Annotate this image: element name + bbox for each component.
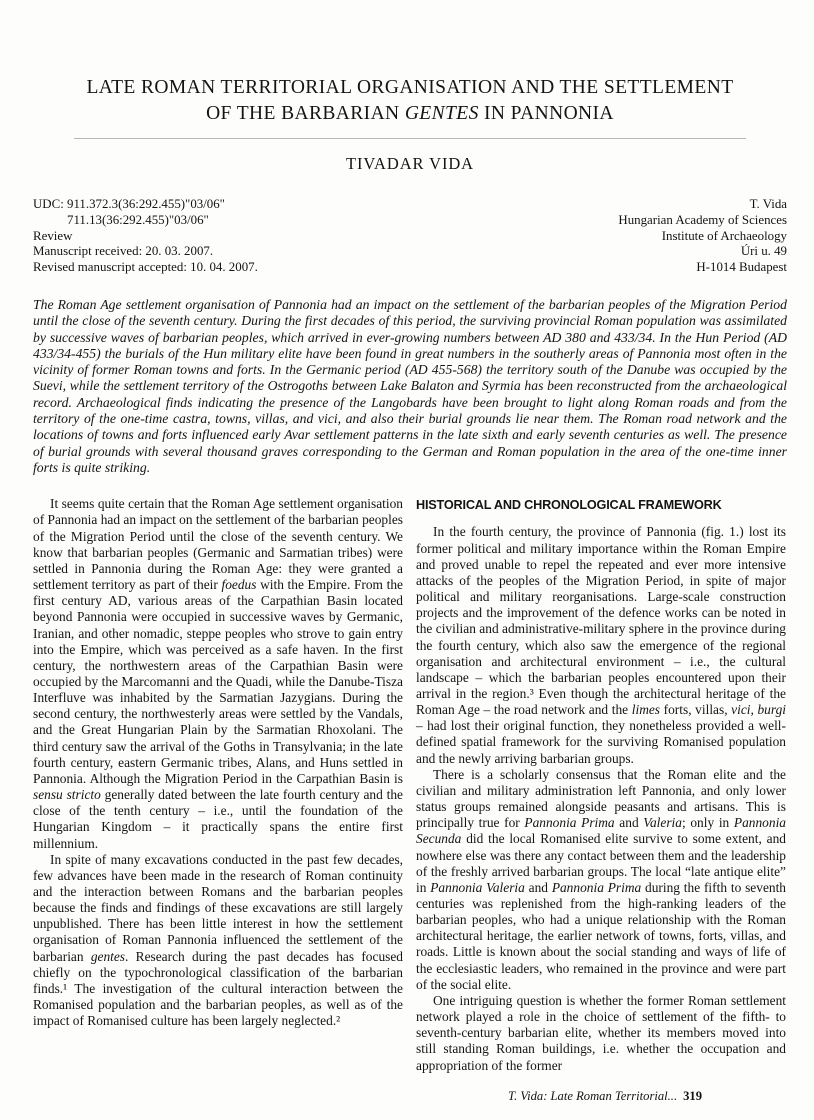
affiliation-author: T. Vida [749,197,787,211]
udc-block [33,197,258,276]
metadata-block [33,197,787,276]
right-paragraph-1: In the fourth century, the province of Pannonia (fig. 1.) lost its former political and military importance within the Roman Empire and proved unable to repel the repeated and ever more intensive attacks of the peoples of the Migration Period, in spite of major political and military reorganisations. Large-scale construction projects and the improvement of the defence works can be noted in the civilian and administrative-military sphere in the province during the fourth century, which also saw the emergence of the regional organisation and architectural environment – i.e., the cultural landscape – which the barbarian peoples encountered upon their arrival in the region.³ Even though the architectural heritage of the Roman Age – the road network and the limes forts, villas, vici, burgi – had lost their original function, they nonetheless provided a well-defined spatial framework for the surviving Romanised population and the newly arriving barbarian groups. [416,524,787,766]
right-column [416,496,786,1073]
right-paragraph-3: One intriguing question is whether the former Roman settlement network played a role in the choice of settlement of the fifth- to seventh-century barbarian elite, whether its members moved into still standing Roman buildings, i.e. whether the occupation and appropriation of the former [416,992,786,1073]
running-title: T. Vida: Late Roman Territorial... [508,1089,678,1103]
manuscript-accepted: Revised manuscript accepted: 10. 04. 2007. [33,260,258,275]
right-paragraph-2: There is a scholarly consensus that the Roman elite and the civilian and military administration left Pannonia, and only lower status groups remained alongside peasants and artisans. This is principally true for Pannonia Prima and Valeria; only in Pannonia Secunda did the local Romanised elite survive to some extent, and nowhere else was there any contact between them and the leadership of the freshly arrived barbarian groups. The local “late antique elite” in Pannonia Valeria and Pannonia Prima during the fifth to seventh centuries was replenished from the high-ranking leaders of the barbarian peoples, who had a unique relationship with the Roman architectural heritage, the earlier network of towns, forts, villas, and roads. Little is known about the social standing and ways of life of the ecclesiastic leaders, who remained in the province and were part of the social elite. [416,766,786,992]
page-number: 319 [683,1089,702,1103]
body-columns [33,496,787,1073]
udc-line-1: UDC: 911.372.3(36:292.455)"03/06" [33,197,225,211]
section-heading: HISTORICAL AND CHRONOLOGICAL FRAMEWORK [416,498,722,513]
author-name: TIVADAR VIDA [346,154,474,173]
affiliation-street: Úri u. 49 [740,244,787,259]
article-title-line2: OF THE BARBARIAN GENTES IN PANNONIA [206,103,614,124]
affiliation-institute: Institute of Archaeology [661,228,787,243]
running-footer [508,1089,702,1104]
left-paragraph-2: In spite of many excavations conducted in the past few decades, few advances have been made in the research of Roman continuity and the interaction between Romans and the barbarian peoples because the finds and findings of these excavations are still largely unpublished. There has been little interest in how the settlement organisation of Roman Pannonia influenced the settlement of the barbarian gentes. Research during the past decades has focused chiefly on the typochronological classification of the barbarian finds.¹ The investigation of the cultural interaction between the Romanised population and the barbarian peoples, as well as of the impact of Romanised culture has been largely neglected.² [33,851,403,1029]
affiliation-block [618,197,787,276]
article-title [43,75,777,127]
left-paragraph-1: It seems quite certain that the Roman Age settlement organisation of Pannonia had an impact on the settlement of the barbarian peoples of the Migration Period until the close of the seventh century. We know that barbarian peoples (Germanic and Sarmatian tribes) were settled in Pannonia during the Roman Age: they were granted a settlement territory as part of their foedus with the Empire. From the first century AD, various areas of the Carpathian Basin located beyond Pannonia were occupied in successive waves by Germanic, Iranian, and other nomadic, steppe peoples who strove to gain entry into the Empire, which was perceived as a safe haven. In the first century, the northwestern areas of the Carpathian Basin were occupied by the Marcomanni and the Quadi, while the Danube-Tisza Interfluve was inhabited by the Sarmatian Jazygians. During the second century, the northwesterly areas were settled by the Vandals, and the Great Hungarian Plain by the Sarmatian Rhoxolani. The third century saw the arrival of the Goths in Transylvania; in the late fourth century, eastern Germanic tribes, Alans, and Huns settled in Pannonia. Although the Migration Period in the Carpathian Basin is sensu stricto generally dated between the late fourth century and the close of the tenth century – i.e., until the foundation of the Hungarian Kingdom – it practically spans the entire first millennium. [33,496,403,851]
udc-line-2: 711.13(36:292.455)"03/06" [67,212,209,227]
article-title-line1: LATE ROMAN TERRITORIAL ORGANISATION AND THE SETTLEMENT [86,77,734,98]
title-divider [74,138,746,139]
left-column [33,496,403,1073]
manuscript-received: Manuscript received: 20. 03. 2007. [33,244,214,259]
article-type: Review [33,228,73,243]
abstract: The Roman Age settlement organisation of Pannonia had an impact on the settlement of the barbarian peoples of the Migration Period until the close of the seventh century. During the first decades of this period, the surviving provincial Roman population was assimilated by successive waves of barbarian peoples, which arrived in ever-growing numbers between AD 380 and 433/34. In the Hun Period (AD 433/34-455) the burials of the Hun military elite have been found in great numbers in the southerly areas of Pannonia most often in the vicinity of former Roman towns and forts. In the Germanic period (AD 455-568) the territory south of the Danube was occupied by the Suevi, while the settlement territory of the Ostrogoths between Lake Balaton and Syrmia has been reconstructed from the archaeological record. Archaeological finds indicating the presence of the Langobards have been brought to light along Roman roads and from the territory of the one-time castra, towns, villas, and vici, and also their burial grounds lie near them. The Roman road network and the locations of towns and forts influenced early Avar settlement patterns in the late sixth and early seventh centuries as well. The presence of burial grounds with several thousand graves corresponding to the German and Roman population in the area of the one-time inner forts is quite striking. [33,296,787,475]
affiliation-org: Hungarian Academy of Sciences [618,212,787,227]
affiliation-city: H-1014 Budapest [696,260,787,275]
